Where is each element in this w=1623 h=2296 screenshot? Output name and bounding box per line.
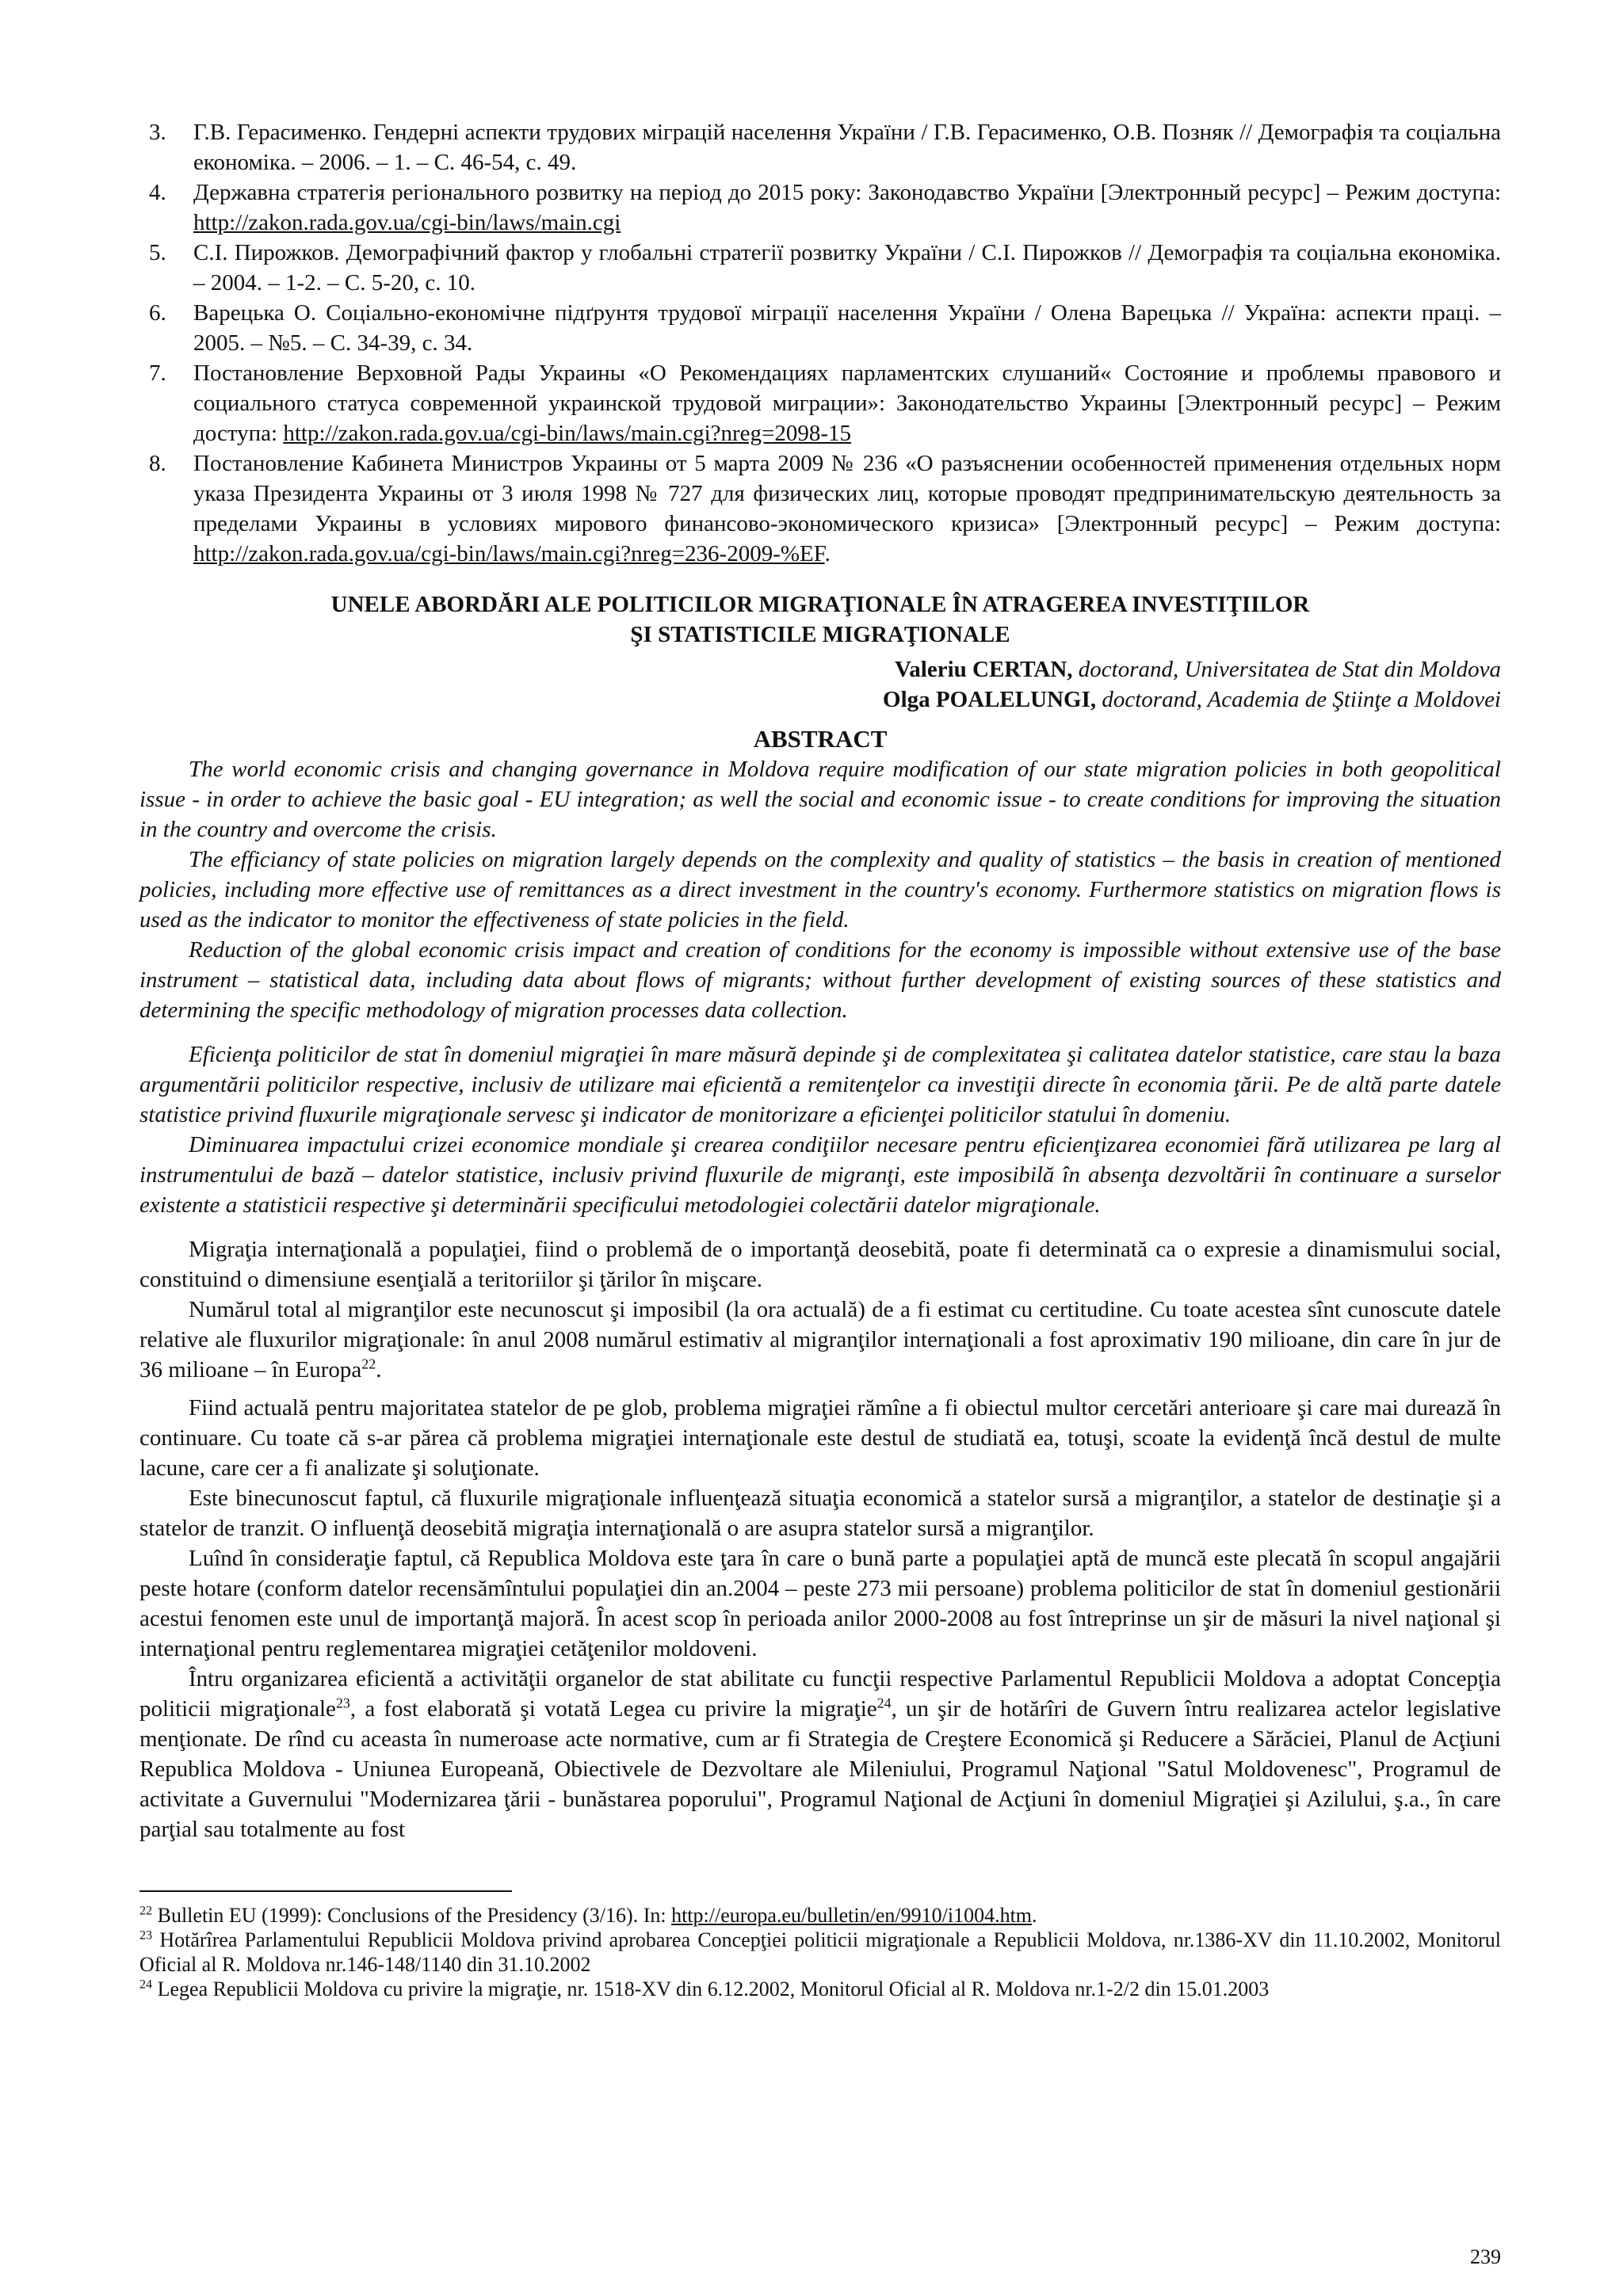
footnote: $^{24}$ Legea Republicii Moldova cu privire la migraţie, nr. 1518-XV din 6.12.2002, Monitorul Oficial al R. Moldova nr.1-2/2 din 15.01.2003 [139,1978,1270,2000]
body-paragraph: Migraţia internaţională a populaţiei, fiind o problemă de o importanţă deosebită, poate fi determinată ca o expresie a dinamismului social, constituind o dimensiune esenţială a teritoriilor şi ţărilor în mişcare. [139,1237,1501,1292]
reference-item: 5. С.І. Пирожков. Демографічний фактор у глобальні стратегії розвитку України / С.І. Пирожков // Демографія та соціальна економіка. – 2004. – 1-2. – С. 5-20, с. 10. [149,240,1501,296]
footnote: $^{22}$ Bulletin EU (1999): Conclusions of the Presidency (3/16). In: http://europa.eu/bulletin/en/9910/i1004.htm. [139,1904,1037,1927]
abstract-ro-paragraph: Diminuarea impactului crizei economice mondiale şi crearea condiţiilor necesare pentru eficienţizarea economiei fără utilizarea pe larg al instrumentului de bază – datelor statistice, inclusiv privind fluxurile de migranţi, este imposibilă în absenţa dezvoltării în continuare a surselor existente a statisticii respective şi determinării specificului metodologiei colectării datelor migraţionale. [139,1132,1501,1218]
body-paragraph: Numărul total al migranţilor este necunoscut şi imposibil (la ora actuală) de a fi estimat cu certitudine. Cu toate acestea sînt cunoscute datele relative ale fluxurilor migraţionale: în anul 2008 numărul estimativ al migranţilor internaţionali a fost aproximativ 190 milioane, din care în jur de 36 milioane – în Europa$^{22}$. [139,1297,1501,1383]
abstract-heading: ABSTRACT [753,725,888,753]
reference-item: 3. Г.В. Герасименко. Гендерні аспекти трудових міграцій населення України / Г.В. Герасименко, О.В. Позняк // Демографія та соціальна економіка. – 2006. – 1. – С. 46-54, с. 49. [149,120,1501,175]
reference-list [139,117,1501,569]
article-title: UNELE ABORDĂRI ALE POLITICILOR MIGRAŢIONALE ÎN ATRAGEREA INVESTIŢIILOR ŞI STATISTICILE MIGRAŢIONALE [330,592,1310,647]
reference-link[interactable]: http://zakon.rada.gov.ua/cgi-bin/laws/main.cgi?nreg=2098-15 [283,421,852,446]
abstract-en-paragraph: The efficiancy of state policies on migration largely depends on the complexity and quality of statistics – the basis in creation of mentioned policies, including more effective use of remittances as a direct investment in the country's economy. Furthermore statistics on migration flows is used as the indicator to monitor the effectiveness of state policies in the field. [139,847,1501,933]
body-paragraph: Fiind actuală pentru majoritatea statelor de pe glob, problema migraţiei rămîne a fi obiectul multor cercetări anterioare şi care mai durează în continuare. Cu toate că s-ar părea că problema migraţiei internaţionale este destul de studiată ea, totuşi, scoate la evidenţă încă destul de multe lacune, care cer a fi analizate şi soluţionate. [139,1395,1501,1481]
page-content [139,117,1501,2001]
reference-item: 7. Постановление Верховной Рады Украины «О Рекомендациях парламентских слушаний« Состояние и проблемы правового и социального статуса современной украинской трудовой миграции»: Законодательство Украины [Электронный ресурс] – Режим доступа: http://zakon.rada.gov.ua/cgi-bin/laws/main.cgi?nreg=2098-15 [149,360,1501,446]
footnote-ref[interactable]: 23 [335,1695,350,1711]
reference-item: 4. Державна стратегія регіонального розвитку на період до 2015 року: Законодавство України [Электронный ресурс] – Режим доступа: http://zakon.rada.gov.ua/cgi-bin/laws/main.cgi [149,180,1501,235]
reference-link[interactable]: http://zakon.rada.gov.ua/cgi-bin/laws/main.cgi [193,210,621,235]
reference-item: 8. Постановление Кабинета Министров Украины от 5 марта 2009 № 236 «О разъяснении особенностей применения отдельных норм указа Президента Украины от 3 июля 1998 № 727 для физических лиц, которые проводят предпринимательскую деятельность за пределами Украины в условиях мирового финансово-экономического кризиса» [Электронный ресурс] – Режим доступа: http://zakon.rada.gov.ua/cgi-bin/laws/main.cgi?nreg=236-2009-%EF. [149,451,1501,566]
reference-link[interactable]: http://zakon.rada.gov.ua/cgi-bin/laws/main.cgi?nreg=236-2009-%EF [193,541,825,566]
body-paragraph: Este binecunoscut faptul, că fluxurile migraţionale influenţează situaţia economică a statelor sursă a migranţilor, a statelor de destinaţie şi a statelor de tranzit. O influenţă deosebită migraţia internaţională o are asupra statelor sursă a migranţilor. [139,1486,1501,1541]
abstract-en-paragraph: Reduction of the global economic crisis impact and creation of conditions for the economy is impossible without extensive use of the base instrument – statistical data, including data about flows of migrants; without further development of existing sources of these statistics and determining the specific methodology of migration processes data collection. [139,937,1501,1023]
footnote-ref[interactable]: 22 [361,1356,376,1372]
author-line: Valeriu CERTAN, doctorand, Universitatea de Stat din Moldova [894,657,1501,682]
abstract-en-paragraph: The world economic crisis and changing governance in Moldova require modification of our state migration policies in both geopolitical issue - in order to achieve the basic goal - EU integration; as well the social and economic issue - to create conditions for improving the situation in the country and overcome the crisis. [139,757,1501,842]
page-number: 239 [1470,2245,1501,2268]
author-block [139,654,1501,715]
author-line: Olga POALELUNGI, doctorand, Academia de Ştiinţe a Moldovei [883,687,1501,712]
abstract-ro-paragraph: Eficienţa politicilor de stat în domeniul migraţiei în mare măsură depinde şi de complexitatea şi calitatea datelor statistice, care stau la baza argumentării politicilor respective, inclusiv de utilizare mai eficientă a remitenţelor ca investiţii directe în economia ţării. Pe de altă parte datele statistice privind fluxurile migraţionale servesc şi indicator de monitorizare a eficienţei politicilor statului în domeniu. [139,1042,1501,1127]
body-paragraph: Luînd în consideraţie faptul, că Republica Moldova este ţara în care o bună parte a populaţiei aptă de muncă este plecată în scopul angajării peste hotare (conform datelor recensămîntului populaţiei din an.2004 – peste 273 mii persoane) problema politicilor de stat în domeniul gestionării acestui fenomen este unul de importanţă majoră. În acest scop în perioada anilor 2000-2008 au fost întreprinse un şir de măsuri la nivel naţional şi internaţional pentru reglementarea migraţiei cetăţenilor moldoveni. [139,1546,1501,1661]
footnote-separator [139,1890,512,1892]
reference-item: 6. Варецька О. Соціально-економічне підґрунтя трудової міграції населення України / Олена Варецька // Україна: аспекти праці. – 2005. – №5. – С. 34-39, с. 34. [149,300,1501,356]
footnote-ref[interactable]: 24 [876,1695,892,1711]
footnote: $^{23}$ Hotărîrea Parlamentului Republicii Moldova privind aprobarea Concepţiei politicii migraţionale a Republicii Moldova, nr.1386-XV din 11.10.2002, Monitorul Oficial al R. Moldova nr.146-148/1140 din 31.10.2002 [139,1928,1501,1976]
body-paragraph: Întru organizarea eficientă a activităţii organelor de stat abilitate cu funcţii respective Parlamentul Republicii Moldova a adoptat Concepţia politicii migraţionale$^{23}$, a fost elaborată şi votată Legea cu privire la migraţie$^{24}$, un şir de hotărîri de Guvern întru realizarea actelor legislative menţionate. De rînd cu aceasta în numeroase acte normative, cum ar fi Strategia de Creştere Economică şi Reducere a Sărăciei, Planul de Acţiuni Republica Moldova - Uniunea Europeană, Obiectivele de Dezvoltare ale Mileniului, Programul Naţional "Satul Moldovenesc", Programul de activitate a Guvernului "Modernizarea ţării - bunăstarea poporului", Programul Naţional de Acţiuni în domeniul Migraţiei şi Azilului, ş.a., în care parţial sau totalmente au fost [139,1666,1501,1842]
footnote-link[interactable]: http://europa.eu/bulletin/en/9910/i1004.htm [671,1904,1033,1927]
